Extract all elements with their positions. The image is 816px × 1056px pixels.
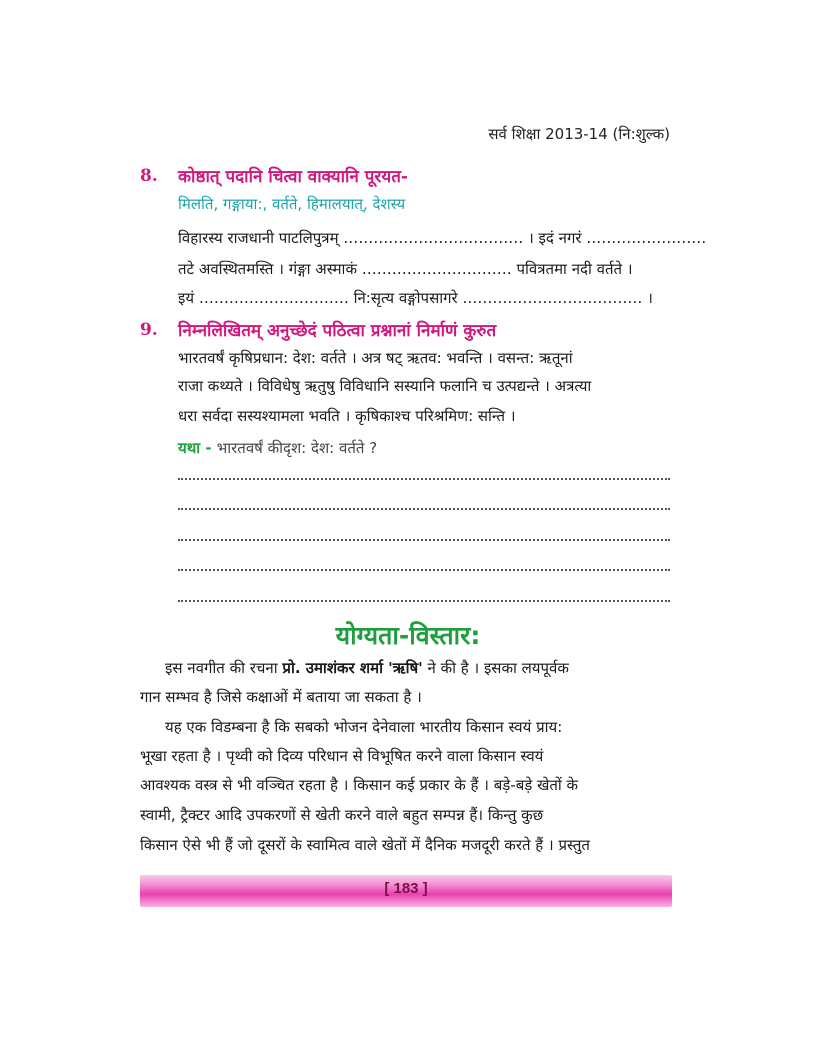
question-9-number: 9. — [140, 320, 158, 340]
paragraph-2-line-1: यह एक विडम्बना है कि सबको भोजन देनेवाला भारतीय किसान स्वयं प्राय: — [165, 718, 563, 736]
section-heading: योग्यता-विस्तार: — [335, 621, 481, 650]
passage-line-1: भारतवर्षं कृषिप्रधान: देश: वर्तते । अत्र षट् ऋतव: भवन्ति । वसन्त: ऋतूनां — [178, 349, 573, 367]
example-question: भारतवर्षं कीदृश: देश: वर्तते ? — [216, 439, 378, 457]
fill-blank-line-2: तटे अवस्थितमस्ति । गंङ्गा अस्माकं ………………………… पवित्रतमा नदी वर्तते । — [178, 260, 633, 278]
example-row — [178, 438, 377, 458]
passage-line-2: राजा कथ्यते । विविधेषु ऋतुषु विविधानि सस्यानि फलानि च उत्पद्यन्ते । अत्रत्या — [178, 377, 592, 395]
page-header: सर्व शिक्षा 2013-14 (नि:शुल्क) — [488, 125, 670, 143]
para1-post: ने की है । इसका लयपूर्वक — [422, 659, 569, 677]
answer-line-5 — [178, 600, 670, 604]
paragraph-2-line-4: स्वामी, ट्रैक्टर आदि उपकरणों से खेती करने वाले बहुत सम्पन्न हैं। किन्तु कुछ — [140, 806, 544, 824]
fill-blank-line-3: इयं ………………………… नि:सृत्य वङ्गोपसागरे ……………………………… । — [178, 289, 653, 307]
question-8-number: 8. — [140, 166, 158, 186]
author-name: प्रो. उमाशंकर शर्मा 'ऋषि' — [282, 659, 423, 677]
paragraph-1-line-1 — [165, 658, 569, 678]
example-label: यथा - — [178, 439, 212, 457]
question-8-title: कोष्ठात् पदानि चित्वा वाक्यानि पूरयत- — [178, 167, 408, 187]
page-number: [ 183 ] — [384, 880, 428, 897]
fill-blank-line-1: विहारस्य राजधानी पाटलिपुत्रम् ……………………………… । इदं नगरं …………………… — [178, 229, 707, 247]
paragraph-1-line-2: गान सम्भव है जिसे कक्षाओं में बताया जा सकता है । — [140, 688, 422, 706]
answer-line-4 — [178, 569, 670, 573]
passage-line-3: धरा सर्वदा सस्यश्यामला भवति । कृषिकाश्च परिश्रमिण: सन्ति । — [178, 407, 516, 425]
paragraph-2-line-2: भूखा रहता है । पृथ्वी को दिव्य परिधान से विभूषित करने वाला किसान स्वयं — [140, 747, 544, 765]
answer-line-3 — [178, 539, 670, 543]
paragraph-2-line-5: किसान ऐसे भी हैं जो दूसरों के स्वामित्व वाले खेतों में दैनिक मजदूरी करते हैं । प्रस्तुत — [140, 836, 590, 854]
paragraph-2-line-3: आवश्यक वस्त्र से भी वञ्चित रहता है । किसान कई प्रकार के हैं । बड़े-बड़े खेतों के — [140, 776, 579, 794]
question-9-title: निम्नलिखितम् अनुच्छेदं पठित्वा प्रश्नानां निर्माणं कुरुत — [178, 321, 497, 341]
word-bank: मिलति, गङ्गाया:, वर्तते, हिमालयात्, देशस्य — [178, 195, 406, 213]
answer-line-1 — [178, 478, 670, 482]
answer-line-2 — [178, 508, 670, 512]
para1-pre: इस नवगीत की रचना — [165, 659, 283, 677]
